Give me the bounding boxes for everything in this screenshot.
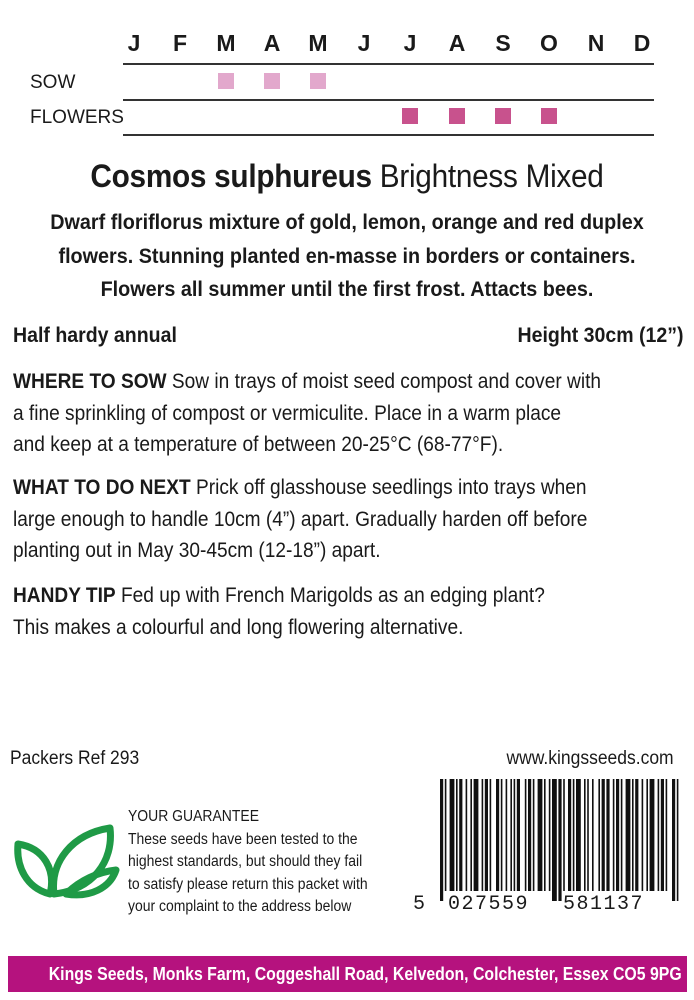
- address-footer: [8, 956, 687, 992]
- barcode-bar: [563, 779, 565, 891]
- month-label: A: [448, 30, 466, 56]
- barcode-bar: [501, 779, 503, 891]
- barcode-bar: [632, 779, 634, 891]
- barcode-bar: [642, 779, 644, 891]
- guarantee-block: [128, 806, 394, 919]
- month-label: N: [587, 30, 605, 56]
- month-label: S: [495, 30, 511, 56]
- barcode: [438, 779, 684, 901]
- barcode-bar: [573, 779, 575, 891]
- barcode-bar: [592, 779, 594, 891]
- barcode-bar: [528, 779, 531, 891]
- section-text: Fed up with French Marigolds as an edging plant?: [120, 584, 545, 607]
- barcode-bar: [459, 779, 462, 891]
- section-text: large enough to handle 10cm (4”) apart. Gradually harden off before: [13, 507, 588, 531]
- barcode-bar: [445, 779, 447, 891]
- section-heading: WHAT TO DO NEXT: [13, 476, 191, 499]
- barcode-bar: [470, 779, 472, 891]
- packers-ref: Packers Ref 293: [10, 748, 140, 769]
- barcode-first-digit: 5: [413, 893, 427, 916]
- barcode-bar: [598, 779, 600, 891]
- barcode-bar: [606, 779, 609, 891]
- barcode-bar: [538, 779, 543, 891]
- flowering-month-marker: [495, 108, 511, 124]
- guarantee-text: to satisfy please return this packet with: [128, 875, 368, 893]
- section-text: and keep at a temperature of between 20-25°C (68-77°F).: [13, 433, 504, 456]
- barcode-bar: [650, 779, 655, 891]
- barcode-bar: [490, 779, 492, 891]
- sow-month-marker: [264, 73, 280, 89]
- month-label: O: [540, 30, 558, 56]
- month-label: M: [308, 30, 328, 56]
- barcode-bar: [646, 779, 648, 891]
- sow-label: SOW: [30, 72, 76, 93]
- section-heading: WHERE TO SOW: [13, 370, 167, 393]
- description-line: flowers. Stunning planted en-masse in borders or containers.: [58, 243, 636, 268]
- barcode-bar: [549, 779, 551, 891]
- barcode-bar: [517, 779, 520, 891]
- calendar-divider: [123, 134, 654, 136]
- what-to-do-next-section: [13, 472, 693, 567]
- section-text: Prick off glasshouse seedlings into trays when: [195, 476, 587, 499]
- barcode-bar: [672, 779, 675, 901]
- flowering-month-marker: [449, 108, 465, 124]
- calendar-divider: [123, 99, 654, 101]
- barcode-bar: [506, 779, 508, 891]
- barcode-bar: [584, 779, 586, 891]
- barcode-bar: [635, 779, 638, 891]
- barcode-bar: [576, 779, 581, 891]
- barcode-bar: [552, 779, 557, 901]
- section-text: Sow in trays of moist seed compost and cover with: [171, 370, 602, 393]
- section-text: planting out in May 30-45cm (12-18”) apart.: [13, 539, 381, 562]
- guarantee-text: highest standards, but should they fail: [128, 853, 363, 870]
- company-address: Kings Seeds, Monks Farm, Coggeshall Road, Kelvedon, Colchester, Essex CO5 9PG: [48, 964, 682, 984]
- barcode-bar: [621, 779, 623, 891]
- barcode-bar: [514, 779, 516, 891]
- guarantee-text: These seeds have been tested to the: [128, 830, 358, 848]
- barcode-bar: [558, 779, 561, 901]
- barcode-bar: [496, 779, 499, 891]
- month-label: D: [633, 30, 651, 56]
- barcode-bar: [587, 779, 589, 891]
- barcode-bar: [474, 779, 479, 891]
- barcode-bar: [613, 779, 615, 891]
- website-link[interactable]: www.kingsseeds.com: [506, 748, 674, 769]
- product-title: [24, 158, 669, 195]
- barcode-bar: [525, 779, 527, 891]
- barcode-bar: [677, 779, 679, 901]
- month-label: F: [172, 30, 188, 56]
- barcode-bar: [533, 779, 535, 891]
- month-label: A: [263, 30, 281, 56]
- section-heading: HANDY TIP: [13, 584, 116, 607]
- barcode-right-digits: 581137: [563, 893, 645, 916]
- section-text: This makes a colourful and long flowering alternative.: [13, 615, 464, 639]
- variety-name: Brightness Mixed: [379, 158, 604, 194]
- product-description: [10, 206, 684, 307]
- sow-month-marker: [218, 73, 234, 89]
- flowers-label: FLOWERS: [30, 107, 124, 128]
- barcode-bar: [544, 779, 546, 891]
- month-label: J: [127, 30, 141, 56]
- calendar-divider: [123, 63, 654, 65]
- leaf-logo-icon: [10, 822, 120, 900]
- barcode-bar: [661, 779, 664, 891]
- barcode-bar: [456, 779, 458, 891]
- barcode-bar: [658, 779, 660, 891]
- month-label: J: [357, 30, 371, 56]
- barcode-bar: [482, 779, 484, 891]
- barcode-bar: [626, 779, 631, 891]
- barcode-bar: [568, 779, 571, 891]
- plant-type: Half hardy annual: [13, 324, 177, 347]
- barcode-bar: [466, 779, 468, 891]
- handy-tip-section: [13, 580, 693, 643]
- where-to-sow-section: [13, 366, 693, 461]
- flowering-month-marker: [541, 108, 557, 124]
- guarantee-text: your complaint to the address below: [128, 898, 352, 915]
- latin-name: Cosmos sulphureus: [90, 158, 372, 194]
- barcode-bar: [510, 779, 512, 891]
- barcode-bar: [485, 779, 488, 891]
- flowering-month-marker: [402, 108, 418, 124]
- plant-height: Height 30cm (12”): [517, 324, 684, 347]
- barcode-bar: [602, 779, 605, 891]
- month-label: M: [216, 30, 236, 56]
- description-line: Dwarf floriflorus mixture of gold, lemon, orange and red duplex: [50, 210, 644, 234]
- barcode-bar: [450, 779, 455, 891]
- guarantee-heading: YOUR GUARANTEE: [128, 808, 260, 825]
- month-label: J: [403, 30, 417, 56]
- section-text: a fine sprinkling of compost or vermiculite. Place in a warm place: [13, 401, 562, 425]
- description-line: Flowers all summer until the first frost. Attacts bees.: [100, 277, 594, 301]
- sow-month-marker: [310, 73, 326, 89]
- barcode-bar: [666, 779, 668, 891]
- barcode-bar: [616, 779, 619, 891]
- barcode-left-digits: 027559: [448, 893, 530, 916]
- barcode-bar: [440, 779, 443, 901]
